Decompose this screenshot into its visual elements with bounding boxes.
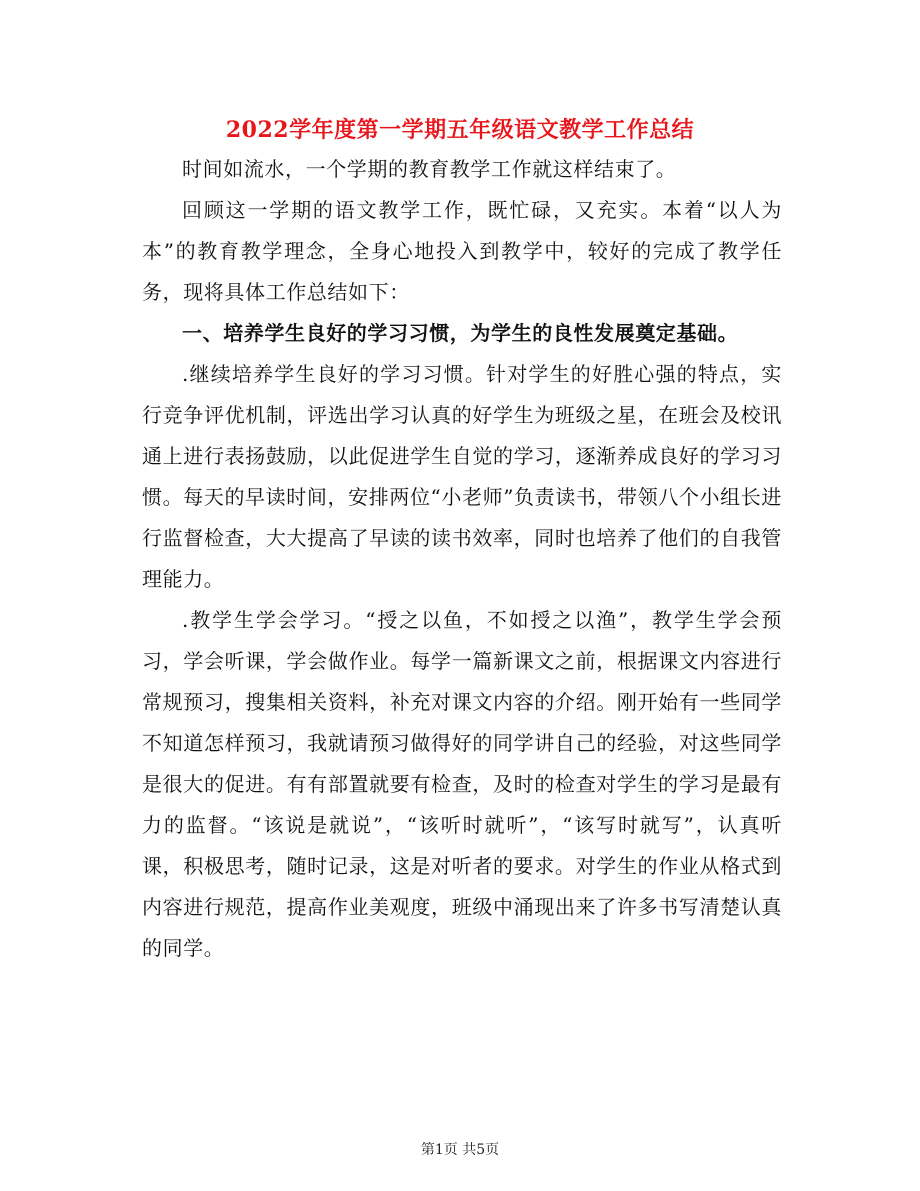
paragraph-intro: 时间如流水，一个学期的教育教学工作就这样结束了。 <box>182 157 677 181</box>
section-heading-1: 一、培养学生良好的学习习惯，为学生的良性发展奠定基础。 <box>182 321 739 345</box>
document-title: 2022学年度第一学期五年级语文教学工作总结 <box>225 117 695 143</box>
paragraph-learning: .教学生学会学习。“授之以鱼，不如授之以渔”，教学生学会预习，学会听课，学会做作业。每学一篇新课文之前，根据课文内容进行常规预习，搜集相关资料，补充对课文内容的介绍。刚开始有一些同学不知道怎样预习，我就请预习做得好的同学讲自己的经验，对这些同学是很大的促进。有有部置就要有检查，及时的检查对学生的学习是最有力的监督。“该说是就说”，“该听时就听”，“该写时就写”，认真听课，积极思考，随时记录，这是对听者的要求。对学生的作业从格式到内容进行规范，提高作业美观度，班级中涌现出来了许多书写清楚认真的同学。 <box>142 608 782 960</box>
paragraph-review: 回顾这一学期的语文教学工作，既忙碌，又充实。本着“以人为本”的教育教学理念，全身心地投入到教学中，较好的完成了教学任务，现将具体工作总结如下： <box>142 198 782 304</box>
page-number: 第1页 共5页 <box>420 1142 500 1158</box>
document-body <box>142 149 782 969</box>
paragraph-habits: .继续培养学生良好的学习习惯。针对学生的好胜心强的特点，实行竞争评优机制，评选出学习认真的好学生为班级之星，在班会及校讯通上进行表扬鼓励，以此促进学生自觉的学习，逐渐养成良好的学习习惯。每天的早读时间，安排两位“小老师”负责读书，带领八个小组长进行监督检查，大大提高了早读的读书效率，同时也培养了他们的自我管理能力。 <box>142 362 782 591</box>
